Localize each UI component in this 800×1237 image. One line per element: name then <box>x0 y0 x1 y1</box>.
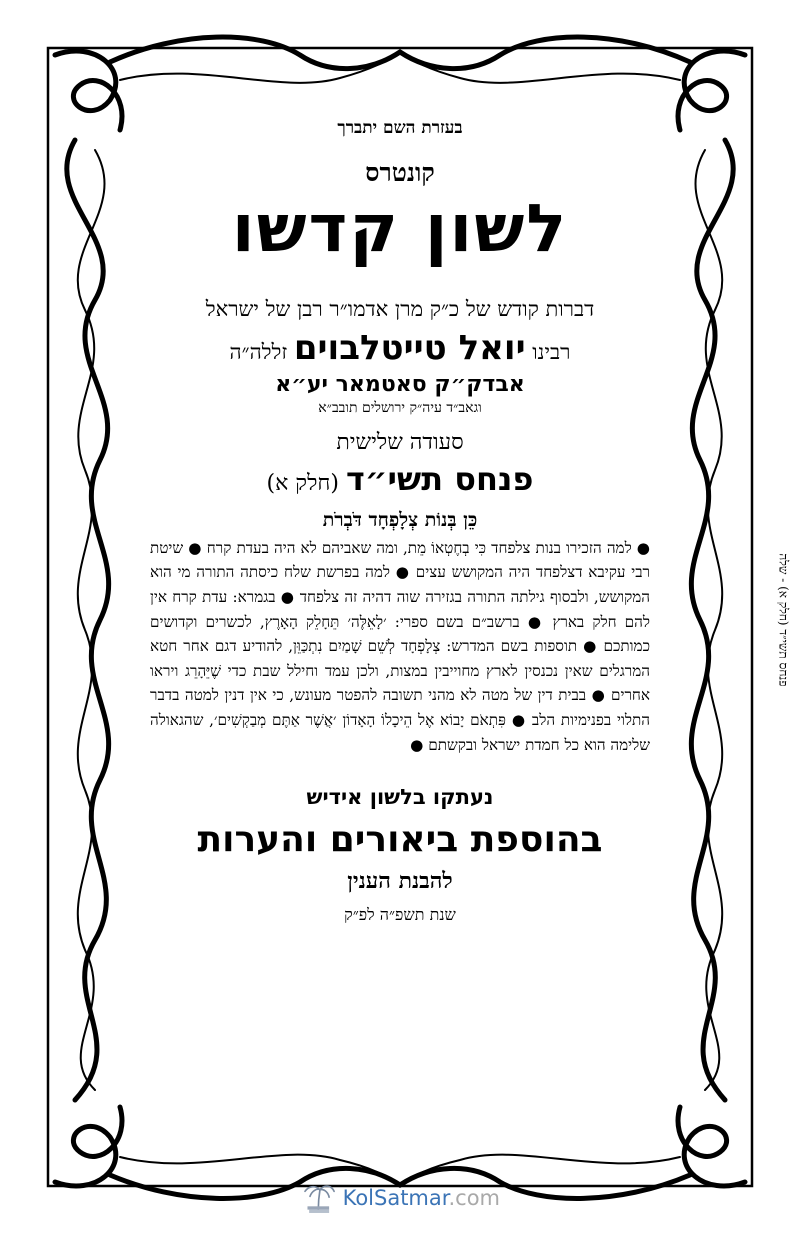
translated-line: נעתקו בלשון אידיש <box>306 785 494 810</box>
title-page <box>150 115 650 924</box>
parsha-name: פנחס תשי״ד <box>345 460 534 499</box>
author-line <box>150 329 650 368</box>
understanding-line: להבנת הענין <box>347 867 453 894</box>
avdak-satmar: אבדק״ק סאטמאר יע״א <box>275 372 525 398</box>
side-label: פנחס תשי״ד (חלק א) - שלה <box>776 553 791 687</box>
parsha-line <box>150 461 650 498</box>
kuntres-label: קונטרס <box>365 157 435 187</box>
topic-summary-paragraph: ● למה הזכירו בנות צלפחד כִּי בְחֶטְאוֹ מֵת, ומה שאביהם לא היה בעדת קרח ● שיטת רבי עקיבא דצלפחד היה המקושש עצים ● למה בפרשת שלח כיסתה התורה מי הוא המקושש, ולבסוף גילתה התורה בגזירה שוה דהיה זה צלפחד ● בגמרא: עדת קרח אין להם חלק בארץ ● ברשב״ם בשם ספרי: ׳לָאֵלֶּה׳ תֵּחָלֵק הָאָרֶץ, לכשרים וקדושים כמותכם ● תוספות בשם המדרש: צְלָפְחָד לְשֵׁם שָׁמַיִם נִתְכַּוֵּן, להודיע דגם אחר חטא המרגלים שאין נכנסין לארץ מחוייבין במצות, ולכן עמד וחילל שבת כדי שֶׁיֵּהָרֵג ויראו אחרים ● בבית דין של מטה לא מהני תשובה להפטר מעונש, כי אין דנין למטה בדבר התלוי בפנימיות הלב ● פִּתְאֹם יָבוֹא אֶל הֵיכָלוֹ הָאָדוֹן ׳אֲשֶׁר אַתֶּם מְבַקְשִׁים׳, שהגאולה שלימה הוא כל חמדת ישראל ובקשתם ● <box>150 538 650 754</box>
besiyata-dishmaya: בעזרת השם יתברך <box>337 118 463 138</box>
zlh-label: זללה״ה <box>229 340 288 365</box>
author-name: יואל טייטלבוים <box>293 328 526 369</box>
logo-wordmark: KolSatmar.com <box>342 1186 500 1210</box>
palm-tree-books-icon <box>300 1178 337 1218</box>
divrei-kodesh-line: דברות קודש של כ״ק מרן אדמו״ר רבן של ישראל <box>205 297 595 322</box>
part-label: (חלק א) <box>266 471 339 497</box>
topic-heading: כֵּן בְּנוֹת צְלָפְחָד דֹּבְרֹת <box>322 508 478 531</box>
vegav-yerushalayim: וגאב״ד עיה״ק ירושלים תובב״א <box>318 399 482 416</box>
seuda-shlishis: סעודה שלישית <box>336 429 464 455</box>
rabeinu-label: רבינו <box>532 340 571 365</box>
additions-line: בהוספת ביאורים והערות <box>197 819 603 861</box>
year-line: שנת תשפ״ה לפ״ק <box>344 904 456 924</box>
kolsatmar-logo[interactable] <box>300 1176 500 1220</box>
main-title: לשון קדשו <box>231 190 569 268</box>
